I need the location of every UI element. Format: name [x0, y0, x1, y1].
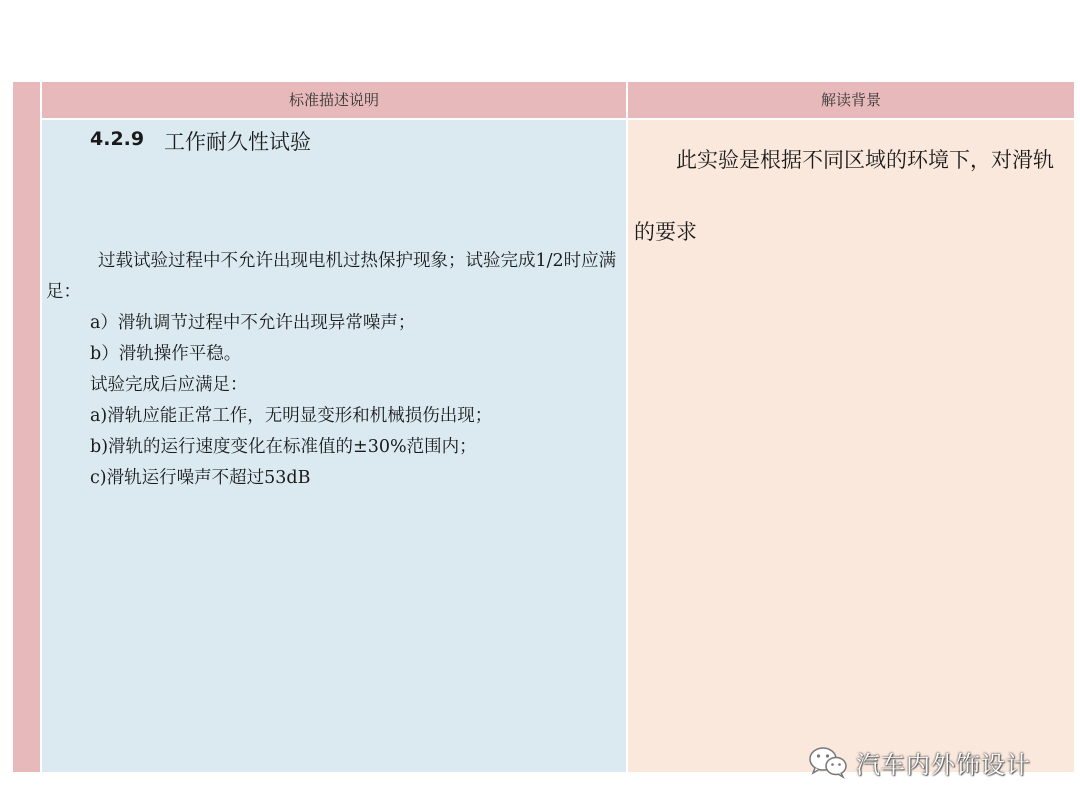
- standard-description-cell: [42, 120, 626, 772]
- overload-paragraph: 过载试验过程中不允许出现电机过热保护现象；试验完成1/2时应满足：: [46, 251, 617, 302]
- interpretation-text: 此实验是根据不同区域的环境下，对滑轨的要求: [634, 148, 1054, 244]
- section-title: 工作耐久性试验: [164, 130, 311, 154]
- requirement-subheading: 试验完成后应满足：: [90, 375, 248, 395]
- standard-table: [42, 82, 1074, 772]
- requirement-item: a）滑轨调节过程中不允许出现异常噪声；: [90, 313, 416, 333]
- watermark: [808, 742, 1031, 782]
- watermark-text: 汽车内外饰设计: [856, 750, 1031, 779]
- interpretation-cell: [628, 120, 1074, 772]
- header-standard-description: 标准描述说明: [42, 82, 626, 120]
- side-strip: [13, 82, 42, 772]
- requirement-item: b)滑轨的运行速度变化在标准值的±30%范围内；: [90, 437, 477, 457]
- section-number: 4.2.9: [90, 128, 145, 150]
- wechat-icon: [808, 745, 848, 779]
- requirement-item: c)滑轨运行噪声不超过53dB: [90, 468, 311, 488]
- requirement-item: b）滑轨操作平稳。: [90, 344, 242, 364]
- header-interpretation-background: 解读背景: [628, 82, 1074, 120]
- column-divider: [626, 82, 628, 772]
- requirement-item: a)滑轨应能正常工作，无明显变形和机械损伤出现；: [90, 406, 493, 426]
